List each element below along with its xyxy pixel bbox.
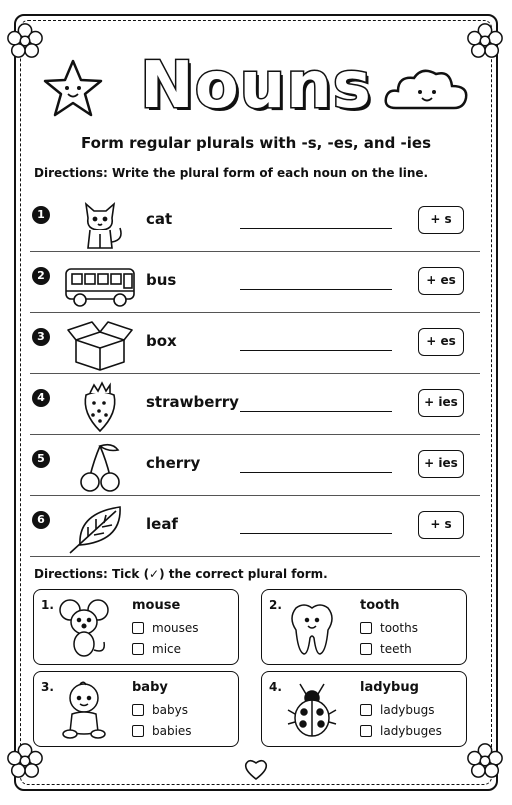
- box-icon: [64, 318, 136, 372]
- item-number: 1.: [41, 598, 54, 612]
- option-label: ladybugs: [380, 703, 435, 717]
- checkbox[interactable]: [360, 725, 372, 737]
- checkbox[interactable]: [360, 704, 372, 716]
- choice-box: [261, 671, 467, 747]
- choice-box: [33, 671, 239, 747]
- noun-word: tooth: [360, 598, 400, 613]
- choice-box: [33, 589, 239, 665]
- noun-word: box: [146, 332, 177, 350]
- plural-hint-badge: + es: [418, 267, 464, 295]
- answer-line[interactable]: [240, 533, 392, 534]
- option-label: teeth: [380, 642, 412, 656]
- plural-hint-badge: + s: [418, 511, 464, 539]
- smiling-cloud-icon: [382, 64, 470, 116]
- cherry-icon: [64, 440, 136, 494]
- item-number: 1: [32, 206, 50, 224]
- leaf-icon: [64, 501, 136, 555]
- option[interactable]: [132, 642, 181, 656]
- plural-hint-badge: + ies: [418, 450, 464, 478]
- noun-row: [30, 192, 480, 252]
- answer-line[interactable]: [240, 350, 392, 351]
- noun-row: [30, 375, 480, 435]
- checkbox[interactable]: [132, 704, 144, 716]
- noun-word: leaf: [146, 515, 178, 533]
- option-label: ladybuges: [380, 724, 442, 738]
- noun-word: mouse: [132, 598, 181, 613]
- page-title: Nouns: [140, 49, 372, 123]
- answer-line[interactable]: [240, 411, 392, 412]
- flower-icon: [6, 742, 44, 780]
- flower-icon: [466, 22, 504, 60]
- option-label: mouses: [152, 621, 199, 635]
- checkbox[interactable]: [132, 725, 144, 737]
- option-label: babys: [152, 703, 188, 717]
- option-label: mice: [152, 642, 182, 656]
- plural-hint-badge: + s: [418, 206, 464, 234]
- item-number: 3: [32, 328, 50, 346]
- option[interactable]: [360, 642, 412, 656]
- item-number: 4: [32, 389, 50, 407]
- plural-hint-badge: + ies: [418, 389, 464, 417]
- item-number: 2: [32, 267, 50, 285]
- item-number: 4.: [269, 680, 282, 694]
- choice-box: [261, 589, 467, 665]
- mouse-icon: [54, 596, 114, 660]
- heart-icon: [243, 757, 269, 781]
- directions-write: Directions: Write the plural form of each noun on the line.: [34, 166, 429, 180]
- option[interactable]: [132, 724, 192, 738]
- option[interactable]: [132, 621, 199, 635]
- noun-row: [30, 314, 480, 374]
- item-number: 2.: [269, 598, 282, 612]
- ladybug-icon: [282, 678, 342, 742]
- option[interactable]: [360, 703, 435, 717]
- baby-icon: [54, 678, 114, 742]
- noun-row: [30, 436, 480, 496]
- noun-row: [30, 253, 480, 313]
- flower-icon: [466, 742, 504, 780]
- noun-word: strawberry: [146, 393, 239, 411]
- bus-icon: [64, 257, 136, 311]
- option-label: tooths: [380, 621, 418, 635]
- item-number: 5: [32, 450, 50, 468]
- checkbox[interactable]: [132, 622, 144, 634]
- answer-line[interactable]: [240, 228, 392, 229]
- plural-hint-badge: + es: [418, 328, 464, 356]
- checkbox[interactable]: [360, 622, 372, 634]
- noun-word: bus: [146, 271, 177, 289]
- option[interactable]: [360, 724, 442, 738]
- option[interactable]: [360, 621, 418, 635]
- tooth-icon: [282, 596, 342, 660]
- option[interactable]: [132, 703, 188, 717]
- answer-line[interactable]: [240, 289, 392, 290]
- directions-tick: Directions: Tick (✓) the correct plural form.: [34, 567, 328, 581]
- noun-row: [30, 497, 480, 557]
- strawberry-icon: [64, 379, 136, 433]
- noun-word: cherry: [146, 454, 201, 472]
- flower-icon: [6, 22, 44, 60]
- smiling-star-icon: [42, 58, 104, 120]
- noun-word: cat: [146, 210, 173, 228]
- checkbox[interactable]: [132, 643, 144, 655]
- item-number: 6: [32, 511, 50, 529]
- item-number: 3.: [41, 680, 54, 694]
- page-subtitle: Form regular plurals with -s, -es, and -ies: [80, 134, 432, 152]
- noun-word: ladybug: [360, 680, 419, 695]
- cat-icon: [64, 196, 136, 250]
- checkbox[interactable]: [360, 643, 372, 655]
- answer-line[interactable]: [240, 472, 392, 473]
- option-label: babies: [152, 724, 192, 738]
- noun-word: baby: [132, 680, 168, 695]
